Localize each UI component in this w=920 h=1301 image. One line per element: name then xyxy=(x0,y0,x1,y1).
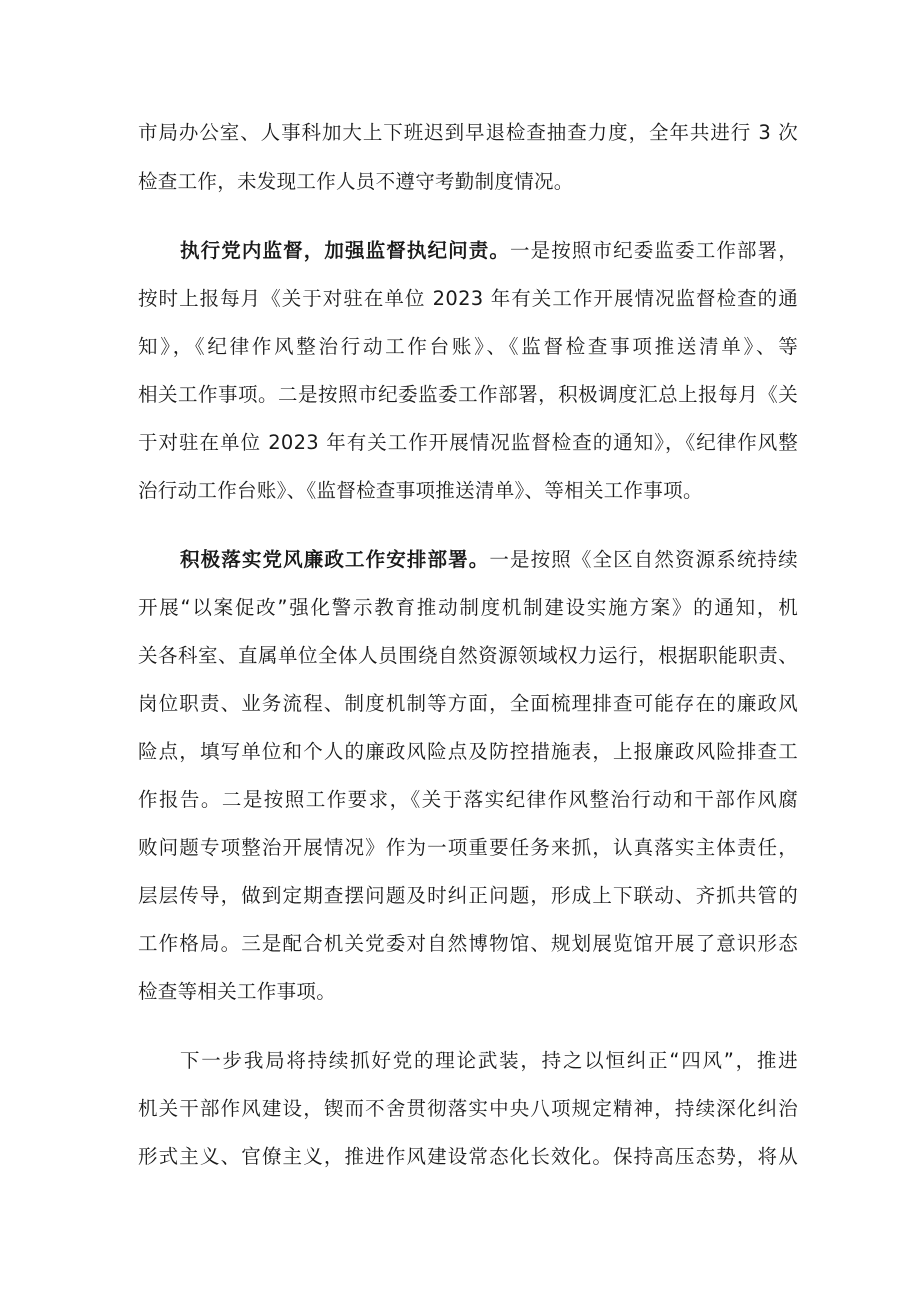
text-line: 治行动工作台账》、《监督检查事项推送清单》、等相关工作事项。 xyxy=(138,479,703,502)
text-line: 知》，《纪律作风整治行动工作台账》、《监督检查事项推送清单》、等 xyxy=(138,335,798,358)
text-line: 检查工作，未发现工作人员不遵守考勤制度情况。 xyxy=(138,170,574,193)
text-line: 按时上报每月《关于对驻在单位 2023 年有关工作开展情况监督检查的通 xyxy=(138,287,798,310)
paragraph-heading: 积极落实党风廉政工作安排部署。 xyxy=(180,548,490,571)
text-line: 机关干部作风建设，锲而不舍贯彻落实中央八项规定精神，持续深化纠治 xyxy=(138,1097,798,1120)
text-line: 作报告。二是按照工作要求，《关于落实纪律作风整治行动和干部作风腐 xyxy=(138,788,798,811)
text-line: 市局办公室、人事科加大上下班迟到早退检查抽查力度，全年共进行 3 次 xyxy=(138,121,798,144)
text-line: 相关工作事项。二是按照市纪委监委工作部署，积极调度汇总上报每月《关 xyxy=(138,383,798,406)
text-line: 层层传导，做到定期查摆问题及时纠正问题，形成上下联动、齐抓共管的 xyxy=(138,884,798,907)
paragraph-heading: 执行党内监督，加强监督执纪问责。 xyxy=(180,239,511,262)
text-line: 检查等相关工作事项。 xyxy=(138,980,337,1003)
paragraph-first-line xyxy=(180,236,798,266)
paragraph-first-line: 下一步我局将持续抓好党的理论武装，持之以恒纠正“四风”，推进 xyxy=(180,1049,798,1072)
text-line: 败问题专项整治开展情况》作为一项重要任务来抓，认真落实主体责任， xyxy=(138,836,798,859)
text-line: 关各科室、直属单位全体人员围绕自然资源领域权力运行，根据职能职责、 xyxy=(138,644,798,667)
text-line: 形式主义、官僚主义，推进作风建设常态化长效化。保持高压态势，将从 xyxy=(138,1145,798,1168)
text-line: 工作格局。三是配合机关党委对自然博物馆、规划展览馆开展了意识形态 xyxy=(138,932,798,955)
text-run: 一是按照市纪委监委工作部署， xyxy=(510,239,798,262)
text-line: 险点，填写单位和个人的廉政风险点及防控措施表，上报廉政风险排查工 xyxy=(138,740,798,763)
paragraph-first-line xyxy=(180,545,798,575)
text-line: 开展“以案促改”强化警示教育推动制度机制建设实施方案》的通知，机 xyxy=(138,596,798,619)
text-line: 岗位职责、业务流程、制度机制等方面，全面梳理排查可能存在的廉政风 xyxy=(138,692,798,715)
text-run: 一是按照《全区自然资源系统持续 xyxy=(489,548,798,571)
text-line: 于对驻在单位 2023 年有关工作开展情况监督检查的通知》，《纪律作风整 xyxy=(138,431,798,454)
